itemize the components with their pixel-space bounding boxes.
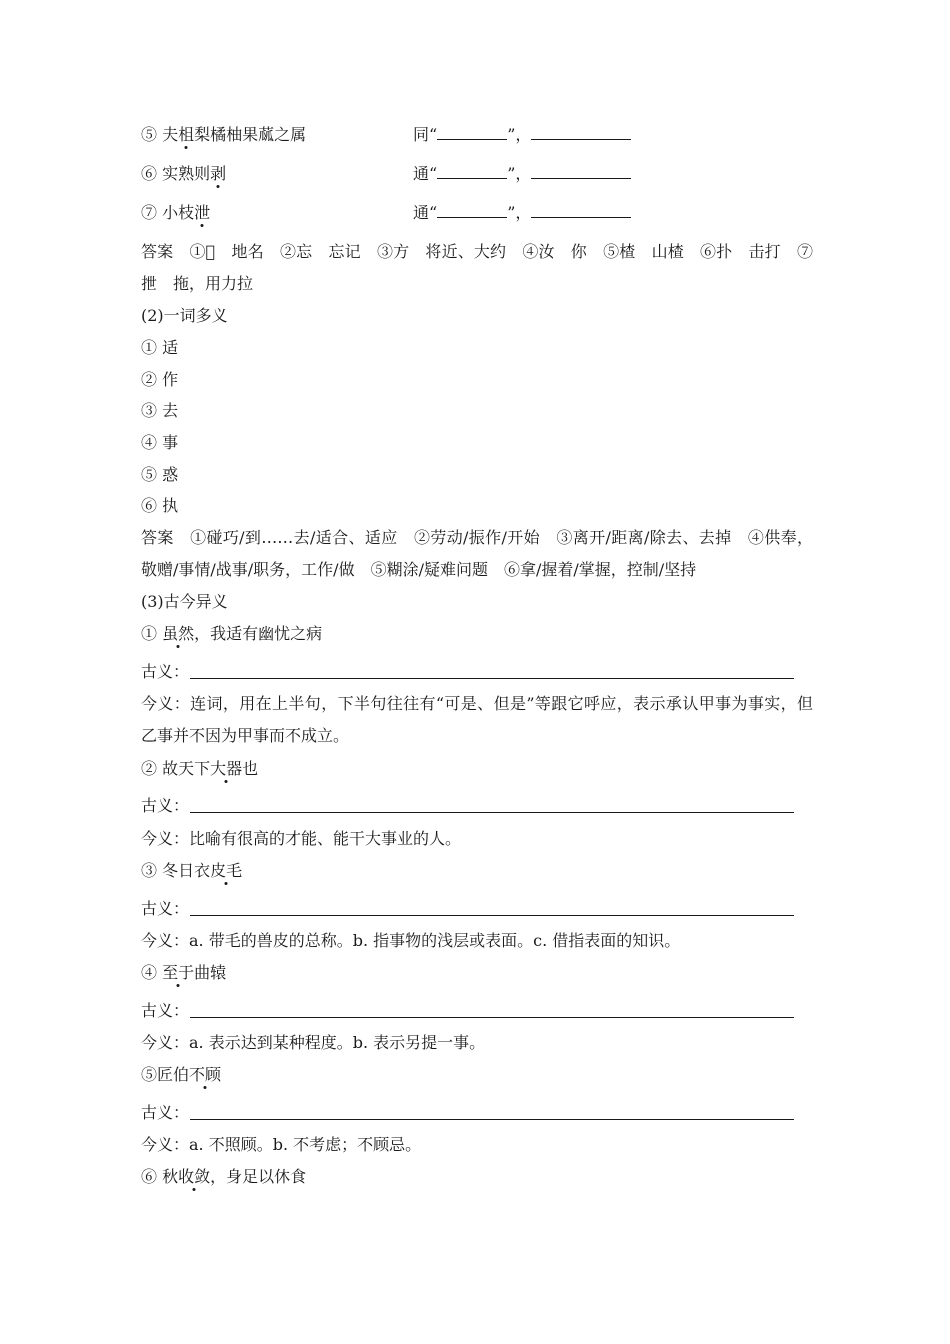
emphasis-dot-word: 柤	[178, 125, 195, 144]
emphasis-dot-word: 剥	[210, 164, 227, 183]
gu-label: 古义：	[141, 796, 190, 815]
gu-answer-line[interactable]	[190, 915, 794, 916]
polysemy-item: ③ 去	[141, 401, 179, 420]
tongjia-item-5	[141, 125, 532, 145]
gu-label: 古义：	[141, 899, 190, 918]
fill-blank[interactable]: 同“ ”，	[413, 125, 631, 145]
gu-label: 古义：	[141, 662, 190, 681]
section-title-3: (3)古今异义	[141, 592, 228, 611]
meaning-item-6: ⑥ 秋收敛，身足以休食	[141, 1167, 307, 1186]
gu-answer-line[interactable]	[190, 1017, 794, 1018]
meaning-item-1: ① 虽然，我适有幽忧之病	[141, 624, 323, 643]
tongjia-item-6	[141, 164, 532, 184]
item-text: ⑥ 实熟则剥	[141, 164, 227, 183]
fill-blank[interactable]: 通“ ”，	[413, 164, 631, 184]
polysemy-item: ② 作	[141, 370, 179, 389]
jin-meaning-5: 今义：a. 不照顾。b. 不考虑；不顾忌。	[141, 1135, 422, 1154]
meaning-item-3: ③ 冬日衣皮毛	[141, 861, 243, 880]
meaning-item-5: ⑤匠伯不顾	[141, 1065, 222, 1084]
fill-blank[interactable]: 通“ ”，	[413, 203, 631, 223]
emphasis-dot-word: 至于	[162, 963, 195, 982]
meaning-item-2: ② 故天下大器也	[141, 759, 259, 778]
polysemy-item: ⑤ 惑	[141, 465, 179, 484]
jin-meaning-4: 今义：a. 表示达到某种程度。b. 表示另提一事。	[141, 1033, 486, 1052]
item-text: ⑤ 夫柤梨橘柚果蓏之属	[141, 125, 307, 144]
emphasis-dot-word: 虽然	[162, 624, 195, 643]
meaning-item-4: ④ 至于曲辕	[141, 963, 227, 982]
gu-answer-line[interactable]	[190, 1119, 794, 1120]
emphasis-dot-word: 大器	[210, 759, 243, 778]
tongjia-item-7	[141, 203, 532, 223]
emphasis-dot-word: 收敛	[178, 1167, 211, 1186]
polysemy-item: ① 适	[141, 338, 179, 357]
gu-answer-line[interactable]	[190, 812, 794, 813]
jin-meaning-3: 今义：a. 带毛的兽皮的总称。b. 指事物的浅层或表面。c. 借指表面的知识。	[141, 931, 681, 950]
section-title-2: (2)一词多义	[141, 306, 228, 325]
polysemy-item: ⑥ 执	[141, 496, 179, 515]
jin-meaning-2: 今义：比喻有很高的才能、能干大事业的人。	[141, 829, 462, 848]
gu-label: 古义：	[141, 1001, 190, 1020]
gu-label: 古义：	[141, 1103, 190, 1122]
emphasis-dot-word: 皮毛	[210, 861, 243, 880]
answer-block-1: 答案 ①𪨆 地名 ②忘 忘记 ③方 将近、大约 ④汝 你 ⑤楂 山楂 ⑥扑 击打 ⑦抴 拖，用力拉	[141, 242, 813, 293]
gu-answer-line[interactable]	[190, 678, 794, 679]
jin-meaning-1: 今义：连词，用在上半句，下半句往往有“可是、但是”等跟它呼应，表示承认甲事为事实，但乙事并不因为甲事而不成立。	[141, 694, 813, 745]
answer-block-2: 答案 ①碰巧/到……去/适合、适应 ②劳动/振作/开始 ③离开/距离/除去、去掉 ④供奉，敬赠/事情/战事/职务，工作/做 ⑤糊涂/疑难问题 ⑥拿/握着/掌握，控制/坚持	[141, 528, 813, 579]
emphasis-dot-word: 不顾	[189, 1065, 222, 1084]
item-text: ⑦ 小枝泄	[141, 203, 211, 222]
polysemy-item: ④ 事	[141, 433, 179, 452]
emphasis-dot-word: 泄	[194, 203, 211, 222]
